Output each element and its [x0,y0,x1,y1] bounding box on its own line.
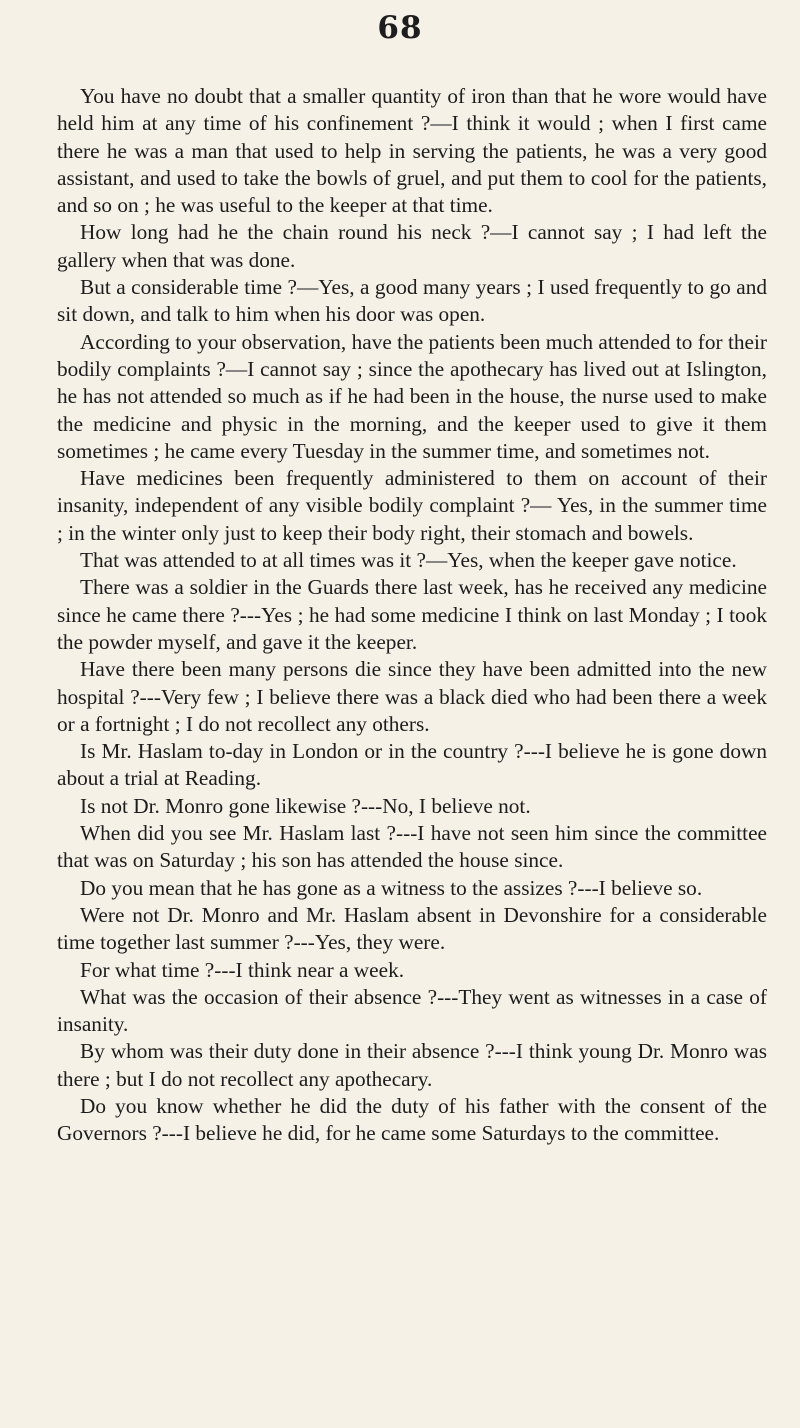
paragraph: When did you see Mr. Haslam last ?---I have not seen him since the committee that was on Saturday ; his son has attended the house since. [57,821,767,873]
paragraph: Do you know whether he did the duty of his father with the consent of the Governors ?---I believe he did, for he came some Saturdays to the committee. [57,1093,767,1146]
paragraph: There was a soldier in the Guards there last week, has he received any medicine since he came there ?---Yes ; he had some medicine I think on last Monday ; I took the powder myself, and gave it the keeper. [57,575,767,654]
paragraph: How long had he the chain round his neck ?—I cannot say ; I had left the gallery when that was done. [57,220,767,272]
paragraph: Is Mr. Haslam to-day in London or in the country ?---I believe he is gone down about a trial at Reading. [57,739,767,791]
paragraph: That was attended to at all times was it ?—Yes, when the keeper gave notice. [80,548,737,573]
paragraph: By whom was their duty done in their absence ?---I think young Dr. Monro was there ; but I do not recollect any apothecary. [57,1039,767,1091]
paragraph: For what time ?---I think near a week. [80,957,405,982]
body-text [57,83,767,1148]
paragraph: You have no doubt that a smaller quantity of iron than that he wore would have held him at any time of his confinement ?—I think it would ; when I first came there he was a man that used to help in serving the patients, he was a very good assistant, and used to take the bowls of gruel, and put them to cool for the patients, and so on ; he was useful to the keeper at that time. [57,84,767,218]
page-number: 68 [377,10,423,46]
paragraph: Is not Dr. Monro gone likewise ?---No, I believe not. [80,793,531,818]
paragraph: What was the occasion of their absence ?---They went as witnesses in a case of insanity. [57,984,767,1037]
paragraph: Do you mean that he has gone as a witness to the assizes ?---I believe so. [80,875,703,900]
paragraph: But a considerable time ?—Yes, a good many years ; I used frequently to go and sit down, and talk to him when his door was open. [57,275,767,327]
paragraph: Were not Dr. Monro and Mr. Haslam absent in Devonshire for a considerable time together last summer ?---Yes, they were. [57,902,767,955]
paragraph: According to your observation, have the patients been much attended to for their bodily complaints ?—I cannot say ; since the apothecary has lived out at Islington, he has not attended so much as if he had been in the house, the nurse used to make the medicine and physic in the morning, and the keeper used to give it them sometimes ; he came every Tuesday in the summer time, and sometimes not. [57,329,767,463]
paragraph: Have medicines been frequently administered to them on account of their insanity, independent of any visible bodily complaint ?— Yes, in the summer time ; in the winter only just to keep their body right, their stomach and bowels. [57,466,767,545]
paragraph: Have there been many persons die since they have been admitted into the new hospital ?---Very few ; I believe there was a black died who had been there a week or a fortnight ; I do not recollect any others. [57,657,767,736]
